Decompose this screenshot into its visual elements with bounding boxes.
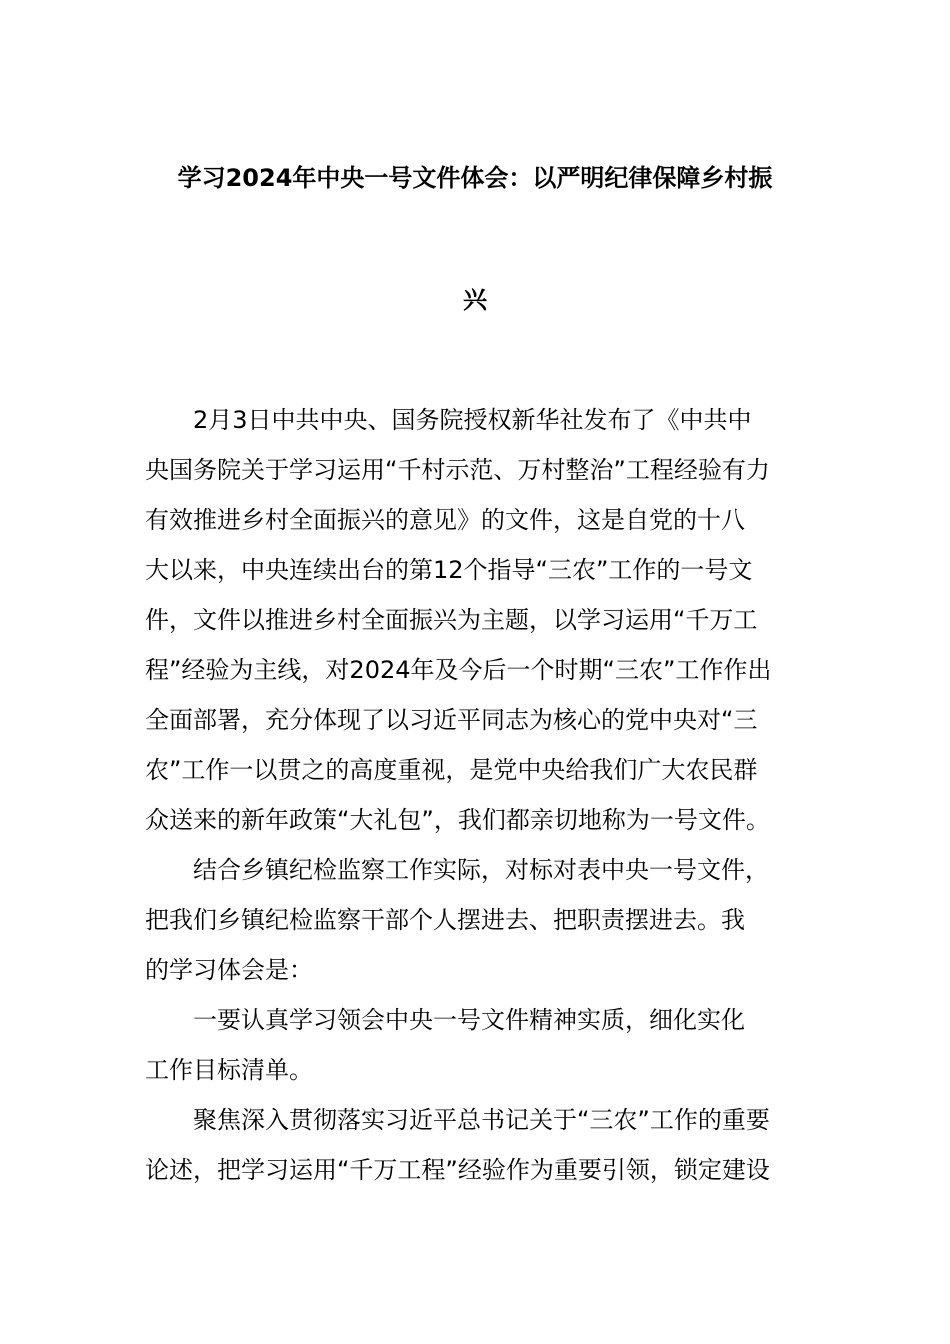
body-text-line: 央国务院关于学习运用“千村示范、万村整治”工程经验有力 <box>145 456 770 484</box>
body-text-line: 论述，把学习运用“千万工程”经验作为重要引领，锁定建设 <box>145 1156 770 1184</box>
body-text-line: 一要认真学习领会中央一号文件精神实质，细化实化 <box>145 1006 745 1034</box>
body-text-line: 程”经验为主线，对2024年及今后一个时期“三农”工作作出 <box>145 656 772 684</box>
body-text-line: 工作目标清单。 <box>145 1056 313 1084</box>
document-title-line-2: 兴 <box>463 286 487 314</box>
body-text-line: 的学习体会是： <box>145 956 313 984</box>
body-text-line: 结合乡镇纪检监察工作实际，对标对表中央一号文件， <box>145 856 769 884</box>
body-text-line: 大以来，中央连续出台的第12个指导“三农”工作的一号文 <box>145 556 753 584</box>
body-text-line: 有效推进乡村全面振兴的意见》的文件，这是自党的十八 <box>145 506 745 534</box>
body-text-line: 农”工作一以贯之的高度重视，是党中央给我们广大农民群 <box>145 756 758 784</box>
body-text-line: 众送来的新年政策“大礼包”，我们都亲切地称为一号文件。 <box>145 806 770 834</box>
body-text-line: 件，文件以推进乡村全面振兴为主题，以学习运用“千万工 <box>145 606 758 634</box>
body-text-line: 把我们乡镇纪检监察干部个人摆进去、把职责摆进去。我 <box>145 906 745 934</box>
body-text-line: 2月3日中共中央、国务院授权新华社发布了《中共中 <box>145 406 752 434</box>
body-text-line: 聚焦深入贯彻落实习近平总书记关于“三农”工作的重要 <box>145 1106 770 1134</box>
body-text-line: 全面部署，充分体现了以习近平同志为核心的党中央对“三 <box>145 706 758 734</box>
document-title-line-1: 学习2024年中央一号文件体会：以严明纪律保障乡村振 <box>177 164 773 192</box>
